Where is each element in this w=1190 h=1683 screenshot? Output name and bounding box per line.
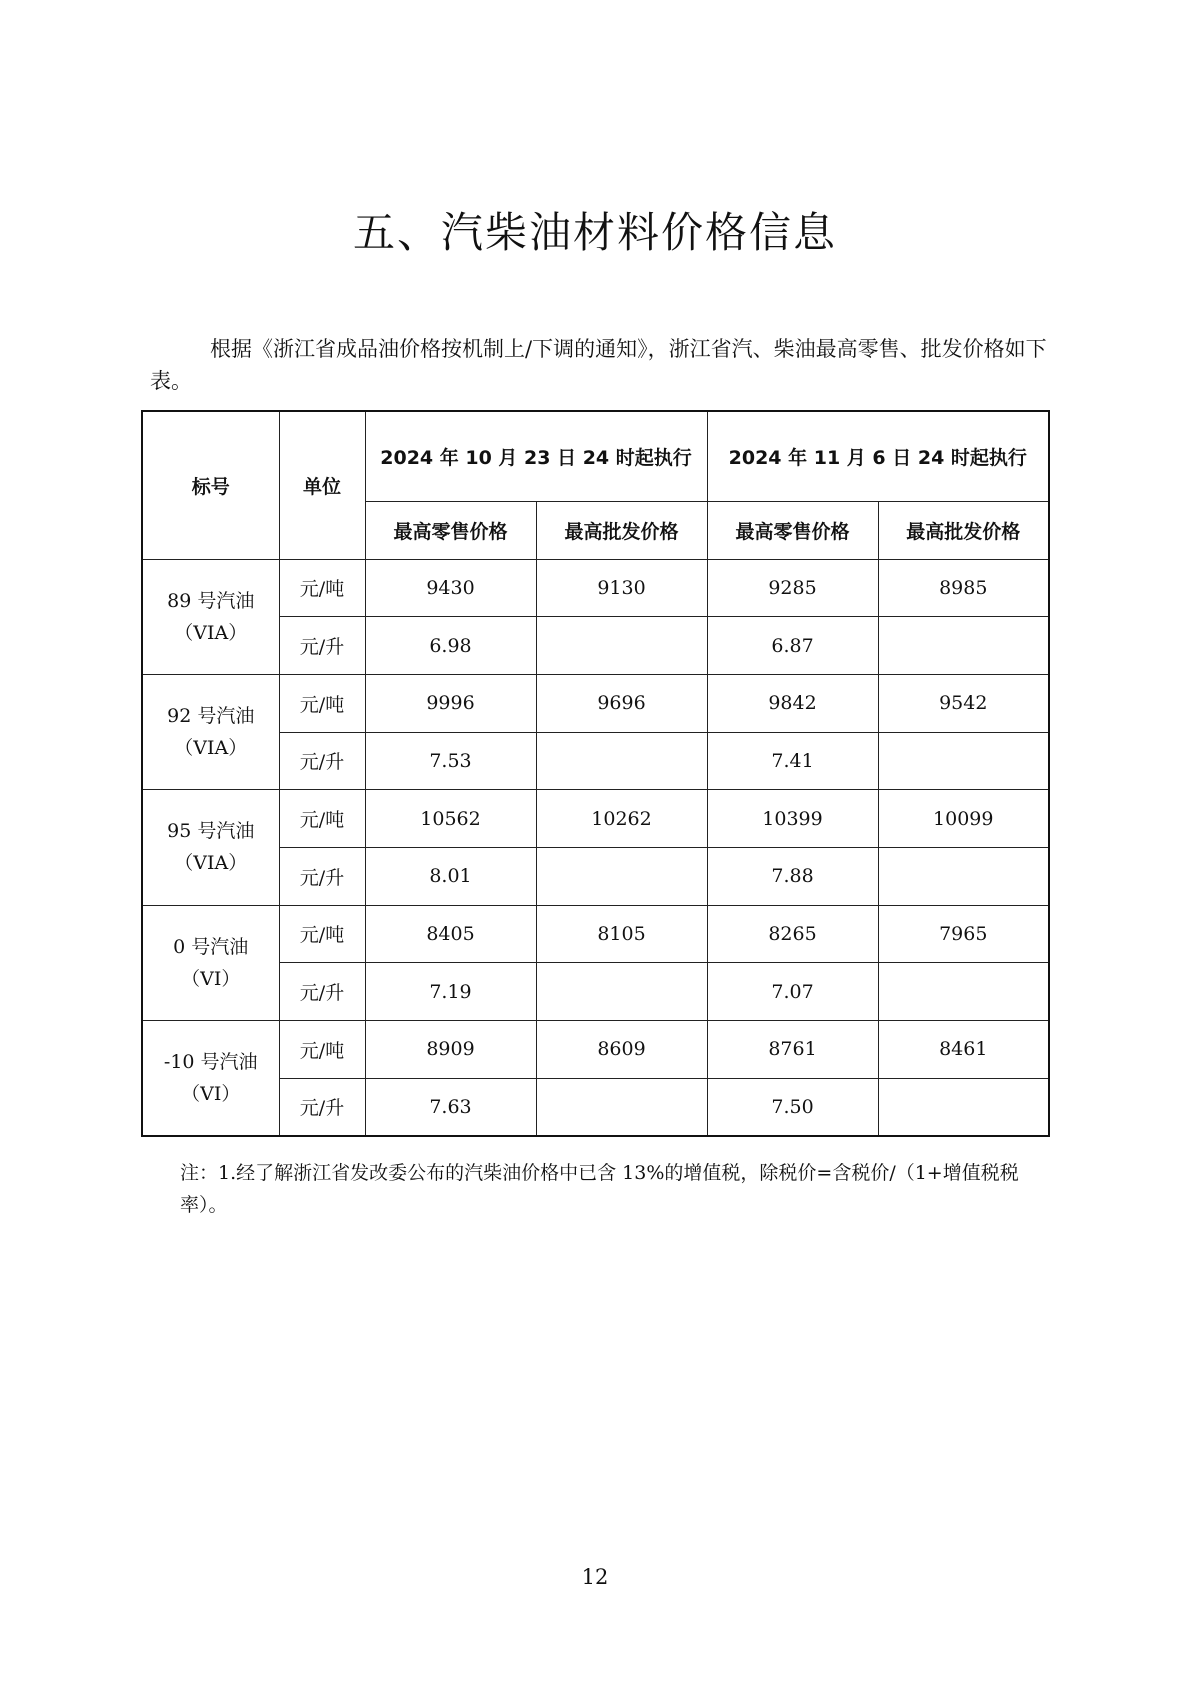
price-per-ton-cell: 9542: [878, 674, 1049, 732]
fuel-grade-standard: （VIA）: [174, 621, 248, 644]
fuel-grade-name: 89 号汽油: [167, 589, 255, 612]
table-row: [142, 790, 1049, 848]
fuel-grade-name: 0 号汽油: [173, 935, 249, 958]
price-per-liter-cell: [536, 1078, 707, 1136]
price-per-ton-cell: 8909: [365, 1021, 536, 1079]
price-per-liter-cell: [878, 1078, 1049, 1136]
table-body: [142, 559, 1049, 1136]
price-per-ton-cell: 9842: [707, 674, 878, 732]
header-retail-2: 最高零售价格: [707, 501, 878, 559]
unit-ton-cell: 元/吨: [279, 674, 365, 732]
price-per-ton-cell: 8105: [536, 905, 707, 963]
table-row: [142, 963, 1049, 1021]
unit-liter-cell: 元/升: [279, 963, 365, 1021]
fuel-grade-cell: [142, 790, 279, 905]
price-per-ton-cell: 9696: [536, 674, 707, 732]
price-per-ton-cell: 8609: [536, 1021, 707, 1079]
header-wholesale-2: 最高批发价格: [878, 501, 1049, 559]
header-period-2: 2024 年 11 月 6 日 24 时起执行: [707, 411, 1049, 501]
header-retail-1: 最高零售价格: [365, 501, 536, 559]
price-per-liter-cell: 7.53: [365, 732, 536, 790]
price-per-ton-cell: 8461: [878, 1021, 1049, 1079]
price-per-liter-cell: 7.19: [365, 963, 536, 1021]
table-row: [142, 905, 1049, 963]
price-per-liter-cell: [536, 963, 707, 1021]
table-row: [142, 617, 1049, 675]
footnote: 注：1.经了解浙江省发改委公布的汽柴油价格中已含 13%的增值税，除税价=含税价/（1+增值税税率）。: [180, 1162, 1019, 1216]
price-per-liter-cell: 6.98: [365, 617, 536, 675]
table-row: [142, 1078, 1049, 1136]
price-per-ton-cell: 10562: [365, 790, 536, 848]
price-per-liter-cell: 8.01: [365, 847, 536, 905]
header-unit: 单位: [279, 411, 365, 559]
price-per-liter-cell: [878, 732, 1049, 790]
intro-paragraph: 根据《浙江省成品油价格按机制上/下调的通知》，浙江省汽、柴油最高零售、批发价格如下表。: [150, 337, 1047, 393]
header-period-1: 2024 年 10 月 23 日 24 时起执行: [365, 411, 707, 501]
price-per-ton-cell: 8985: [878, 559, 1049, 617]
unit-liter-cell: 元/升: [279, 847, 365, 905]
price-per-ton-cell: 10399: [707, 790, 878, 848]
price-per-ton-cell: 8761: [707, 1021, 878, 1079]
header-grade: 标号: [142, 411, 279, 559]
fuel-grade-name: -10 号汽油: [163, 1050, 258, 1073]
price-per-ton-cell: 10262: [536, 790, 707, 848]
fuel-grade-cell: [142, 674, 279, 789]
fuel-grade-cell: [142, 905, 279, 1020]
price-per-ton-cell: 10099: [878, 790, 1049, 848]
price-per-liter-cell: [536, 732, 707, 790]
table-row: [142, 847, 1049, 905]
price-per-ton-cell: 8405: [365, 905, 536, 963]
price-per-ton-cell: 9430: [365, 559, 536, 617]
fuel-grade-standard: （VI）: [181, 967, 241, 990]
unit-liter-cell: 元/升: [279, 617, 365, 675]
unit-liter-cell: 元/升: [279, 732, 365, 790]
fuel-grade-standard: （VI）: [181, 1082, 241, 1105]
price-per-liter-cell: [536, 617, 707, 675]
price-per-liter-cell: 7.41: [707, 732, 878, 790]
price-per-liter-cell: 6.87: [707, 617, 878, 675]
table-header-row: [142, 411, 1049, 501]
unit-liter-cell: 元/升: [279, 1078, 365, 1136]
price-per-liter-cell: [878, 617, 1049, 675]
fuel-grade-standard: （VIA）: [174, 852, 248, 875]
table-row: [142, 674, 1049, 732]
unit-ton-cell: 元/吨: [279, 905, 365, 963]
price-per-liter-cell: 7.50: [707, 1078, 878, 1136]
price-per-liter-cell: [878, 963, 1049, 1021]
fuel-grade-name: 95 号汽油: [167, 820, 255, 843]
fuel-grade-cell: [142, 559, 279, 674]
fuel-grade-standard: （VIA）: [174, 737, 248, 760]
table-row: [142, 559, 1049, 617]
unit-ton-cell: 元/吨: [279, 790, 365, 848]
unit-ton-cell: 元/吨: [279, 1021, 365, 1079]
fuel-grade-name: 92 号汽油: [167, 705, 255, 728]
price-per-ton-cell: 9130: [536, 559, 707, 617]
header-wholesale-1: 最高批发价格: [536, 501, 707, 559]
table-row: [142, 732, 1049, 790]
price-per-ton-cell: 9996: [365, 674, 536, 732]
price-per-liter-cell: [536, 847, 707, 905]
price-per-liter-cell: 7.07: [707, 963, 878, 1021]
price-per-ton-cell: 9285: [707, 559, 878, 617]
page-title: 五、汽柴油材料价格信息: [352, 208, 837, 257]
price-per-ton-cell: 8265: [707, 905, 878, 963]
price-per-liter-cell: [878, 847, 1049, 905]
unit-ton-cell: 元/吨: [279, 559, 365, 617]
fuel-price-table: [141, 410, 1050, 1137]
price-per-liter-cell: 7.63: [365, 1078, 536, 1136]
table-row: [142, 1021, 1049, 1079]
page-number: 12: [581, 1565, 609, 1589]
price-per-liter-cell: 7.88: [707, 847, 878, 905]
price-per-ton-cell: 7965: [878, 905, 1049, 963]
fuel-grade-cell: [142, 1021, 279, 1136]
